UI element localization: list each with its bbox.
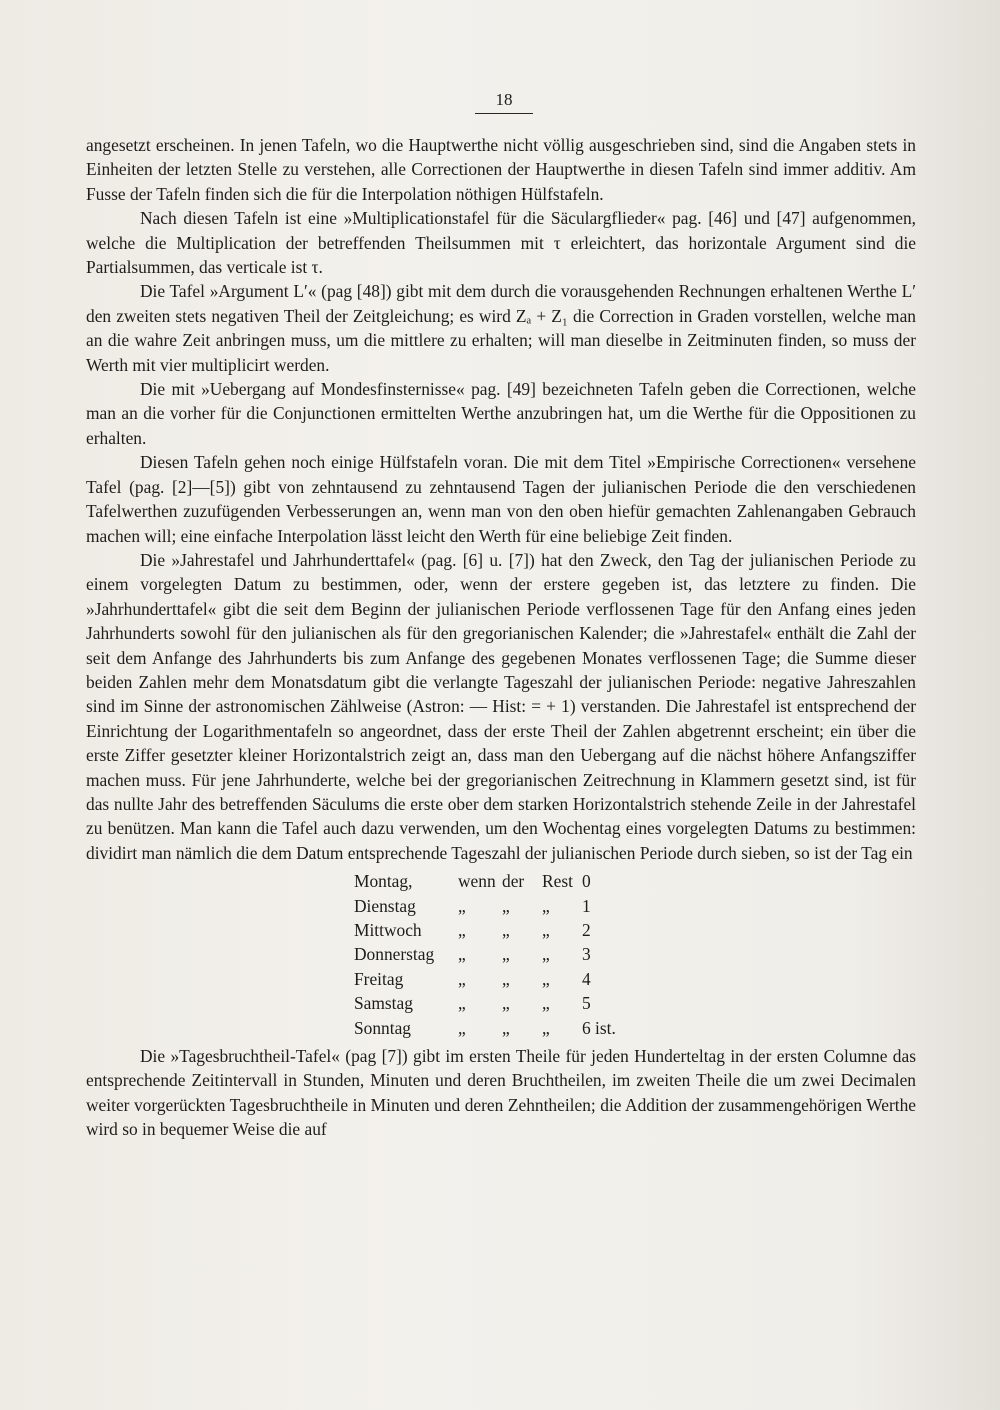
weekday-row — [354, 942, 616, 966]
weekday-row — [354, 918, 616, 942]
ditto-mark: „ — [458, 920, 466, 940]
paragraph-huelfstafeln: Diesen Tafeln gehen noch einige Hülfstafeln voran. Die mit dem Titel »Empirische Correctionen« versehene Tafel (pag. [2]—[5]) gibt von zehntausend zu zehntausend Tagen der julianischen Periode die den verschiedenen Tafelwerthen zuzufügenden Verbesserungen an, wenn man von den oben hiefür gemachten Zahlenangaben Gebrauch machen will; eine einfache Interpolation lässt leicht den Werth für eine beliebige Zeit finden. — [86, 452, 916, 546]
weekday-remainder: 3 — [582, 944, 591, 965]
ditto-mark: „ — [458, 968, 466, 989]
weekday-remainder: 1 — [582, 895, 591, 916]
paragraph-jahrestafel: Die »Jahrestafel und Jahrhunderttafel« (pag. [6] u. [7]) hat den Zweck, den Tag der julianischen Periode zu einem vorgelegten Datum zu bestimmen, oder, wenn der erstere gegeben ist, das letztere zu finden. Die »Jahrhunderttafel« gibt die seit dem Beginn der julianischen Periode verflossenen Tage für den Anfang eines jeden Jahrhunderts sowohl für den julianischen als für den gregorianischen Kalender; die »Jahrestafel« enthält die Zahl der seit dem Anfange des Jahrhunderts bis zum Anfange des gegebenen Monates verflossenen Tage; die Summe dieser beiden Zahlen mehr dem Monatsdatum gibt die verlangte Tageszahl der julianischen Periode: negative Jahreszahlen sind im Sinne der astronomischen Zählweise (Astron: — Hist: = + 1) verstanden. Die Jahrestafel ist entsprechend der Einrichtung der Logarithmentafeln so angeordnet, dass der erste Theil der Zahlen abgetrennt erscheint; ein über die erste Ziffer gesetzter kleiner Horizontalstrich zeigt an, dass man den Uebergang auf die nächst höhere Anfangsziffer machen muss. Für jene Jahrhunderte, welche bei der gregorianischen Zeitrechnung in Klammern gesetzt sind, ist für das nullte Jahr des betreffenden Säculums die erste ober dem starken Horizontalstrich stehende Zeile in der Jahrestafel zu benützen. Man kann die Tafel auch dazu verwenden, um den Wochentag eines vorgelegten Datums zu bestimmen: dividirt man nämlich die dem Datum entsprechende Tageszahl der julianischen Periode durch sieben, so ist der Tag ein — [86, 549, 916, 863]
ditto-mark: „ — [542, 895, 550, 916]
ditto-mark: „ — [502, 993, 510, 1014]
weekday-row — [354, 1016, 616, 1040]
ditto-mark: „ — [458, 993, 466, 1014]
weekday-name: Dienstag — [354, 895, 416, 916]
weekday-name: Freitag — [354, 968, 404, 989]
paragraph-multiplicationstafel: Nach diesen Tafeln ist eine »Multiplicationstafel für die Säculargflieder« pag. [46] und [47] aufgenommen, welche die Multiplication der betreffenden Theilsummen mit τ erleichtert, das horizontale Argument sind die Partialsummen, das verticale ist τ. — [86, 208, 916, 278]
weekday-name: Samstag — [354, 993, 413, 1014]
body-text — [86, 133, 916, 1142]
weekday-remainder: 6 ist. — [582, 1017, 616, 1038]
weekday-name: Sonntag — [354, 1017, 412, 1038]
weekday-row — [354, 869, 616, 893]
ditto-mark: „ — [542, 920, 550, 940]
paragraph-argument-l: Die Tafel »Argument L′« (pag [48]) gibt mit dem durch die vorausgehenden Rechnungen erhaltenen Werthe L′ den zweiten stets negativen Theil der Zeitgleichung; es wird Zₐ + Z₁ die Correction in Graden vorstellen, welche man an die wahre Zeit anbringen muss, um die mittlere zu erhalten; will man dieselbe in Zeitminuten finden, so muss der Werth mit vier multiplicirt werden. — [86, 281, 916, 375]
weekday-remainder: 5 — [582, 993, 591, 1014]
weekday-name: Montag, — [354, 871, 413, 892]
ditto-mark: „ — [502, 920, 510, 940]
weekday-name: Mittwoch — [354, 920, 422, 940]
weekday-name: Donnerstag — [354, 944, 435, 965]
ditto-mark: „ — [502, 968, 510, 989]
weekday-row — [354, 967, 616, 991]
ditto-mark: „ — [542, 944, 550, 965]
weekday-table — [354, 869, 616, 1040]
ditto-mark: „ — [502, 895, 510, 916]
paragraph-tagesbruchtheil: Die »Tagesbruchtheil-Tafel« (pag [7]) gibt im ersten Theile für jeden Hunderteltag in der ersten Columne das entsprechende Zeitintervall in Stunden, Minuten und deren Bruchtheilen, im zweiten Theile die um zwei Decimalen weiter vorgerückten Tagesbruchtheile in Minuten und deren Zehntheilen; die Addition der zusammengehörigen Werthe wird so in bequemer Weise die auf — [86, 1046, 916, 1140]
ditto-mark: „ — [542, 968, 550, 989]
ditto-mark: „ — [542, 993, 550, 1014]
paragraph-mondesfinsternisse: Die mit »Uebergang auf Mondesfinsternisse« pag. [49] bezeichneten Tafeln geben die Correctionen, welche man an die vorher für die Conjunctionen ermittelten Werthe anzubringen hat, um die Werthe für die Oppositionen zu erhalten. — [86, 379, 916, 448]
weekday-row — [354, 894, 616, 918]
weekday-condition: wenn — [458, 871, 496, 892]
ditto-mark: „ — [458, 944, 466, 965]
page-number: 18 — [475, 90, 533, 114]
weekday-remainder: 4 — [582, 968, 591, 989]
ditto-mark: „ — [502, 944, 510, 965]
ditto-mark: „ — [502, 1017, 510, 1038]
weekday-remainder: 0 — [582, 871, 591, 892]
paragraph-continuation: angesetzt erscheinen. In jenen Tafeln, wo die Hauptwerthe nicht völlig ausgeschrieben sind, sind die Angaben stets in Einheiten der letzten Stelle zu verstehen, alle Correctionen der Hauptwerthe in diesen Tafeln sind immer additiv. Am Fusse der Tafeln finden sich die für die Interpolation nöthigen Hülfstafeln. — [86, 135, 916, 204]
weekday-condition: der — [502, 871, 525, 892]
weekday-condition: Rest — [542, 871, 573, 892]
ditto-mark: „ — [458, 895, 466, 916]
weekday-remainder: 2 — [582, 920, 591, 940]
weekday-row — [354, 991, 616, 1015]
ditto-mark: „ — [458, 1017, 466, 1038]
ditto-mark: „ — [542, 1017, 550, 1038]
